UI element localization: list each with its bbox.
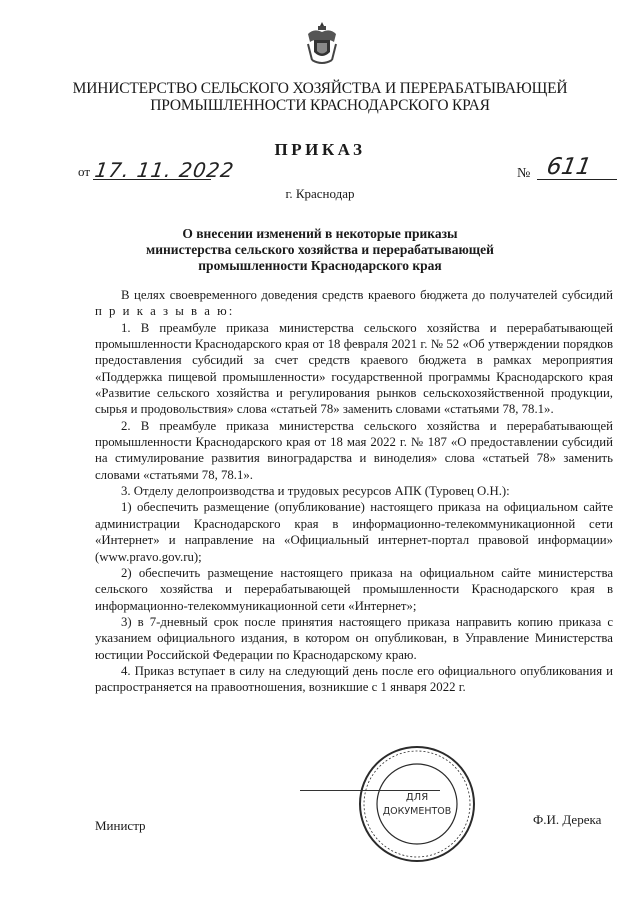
signatory-title: Министр xyxy=(95,818,146,833)
intro-paragraph xyxy=(95,287,613,320)
ministry-line-1: МИНИСТЕРСТВО СЕЛЬСКОГО ХОЗЯЙСТВА И ПЕРЕРАБАТЫВАЮЩЕЙ xyxy=(72,80,568,97)
intro-text: В целях своевременного доведения средств краевого бюджета до получателей субсидий xyxy=(121,288,613,302)
stamp-text-2: ДОКУМЕНТОВ xyxy=(382,806,452,817)
paragraph-1: 1. В преамбуле приказа министерства сельского хозяйства и перерабатывающей промышленности Краснодарского края от 18 февраля 2021 г. № 52 «Об утверждении порядков предоставления субсидий за счет средств краевого бюджета в рамках мероприятия «Поддержка пищевой промышленности» государственной программы Краснодарского края «Развитие сельского хозяйства и регулирования рынков сельскохозяйственной продукции, сырья и продовольствия» слова «статьей 78» заменить словами «статьями 78, 78.1». xyxy=(95,320,613,417)
ministry-name xyxy=(40,80,600,114)
paragraph-4: 4. Приказ вступает в силу на следующий день после его официального опубликования и распространяется на правоотношения, возникшие с 1 января 2022 г. xyxy=(95,663,613,695)
subject-line-3: промышленности Краснодарского края xyxy=(198,258,442,273)
paragraph-3-3: 3) в 7-дневный срок после принятия настоящего приказа направить копию приказа с указанием официального издания, в котором он опубликован, в Управление Министерства юстиции Российской Федерации по Краснодарскому краю. xyxy=(95,614,613,662)
order-word: п р и к а з ы в а ю: xyxy=(95,304,235,319)
date-prefix: от xyxy=(78,164,91,179)
ministry-line-2: ПРОМЫШЛЕННОСТИ КРАСНОДАРСКОГО КРАЯ xyxy=(150,97,490,114)
paragraph-2: 2. В преамбуле приказа министерства сельского хозяйства и перерабатывающей промышленности Краснодарского края от 18 мая 2022 г. № 187 «О предоставлении субсидий на стимулирование развития виноградарства и виноделия» слова «статьей 78» заменить словами «статьями 78, 78.1». xyxy=(95,418,613,482)
document-type: ПРИКАЗ xyxy=(274,140,366,159)
document-subject xyxy=(80,226,560,274)
signatory-name: Ф.И. Дерека xyxy=(533,812,602,827)
city: г. Краснодар xyxy=(285,186,355,201)
subject-line-2: министерства сельского хозяйства и перерабатывающей xyxy=(146,242,494,257)
paragraph-3-2: 2) обеспечить размещение настоящего приказа на официальном сайте министерства сельского хозяйства и перерабатывающей промышленности Краснодарского края в информационно-телекоммуникационной сети «Интернет»; xyxy=(95,565,613,613)
document-body xyxy=(95,287,613,696)
paragraph-3-1: 1) обеспечить размещение (опубликование) настоящего приказа на официальном сайте администрации Краснодарского края в информационно-телекоммуникационной сети «Интернет» и направление на «Официальный интернет-портал правовой информации» (www.pravo.gov.ru); xyxy=(95,500,613,564)
handwritten-date: 17. 11. 2022 xyxy=(93,158,236,182)
coat-of-arms-emblem xyxy=(304,20,340,66)
handwritten-number: 611 xyxy=(544,154,594,180)
stamp-text-1: ДЛЯ xyxy=(405,792,429,803)
subject-line-1: О внесении изменений в некоторые приказы xyxy=(182,226,458,241)
number-prefix: № xyxy=(517,166,531,181)
paragraph-3: 3. Отделу делопроизводства и трудовых ресурсов АПК (Туровец О.Н.): xyxy=(121,484,510,499)
official-stamp xyxy=(357,744,477,864)
